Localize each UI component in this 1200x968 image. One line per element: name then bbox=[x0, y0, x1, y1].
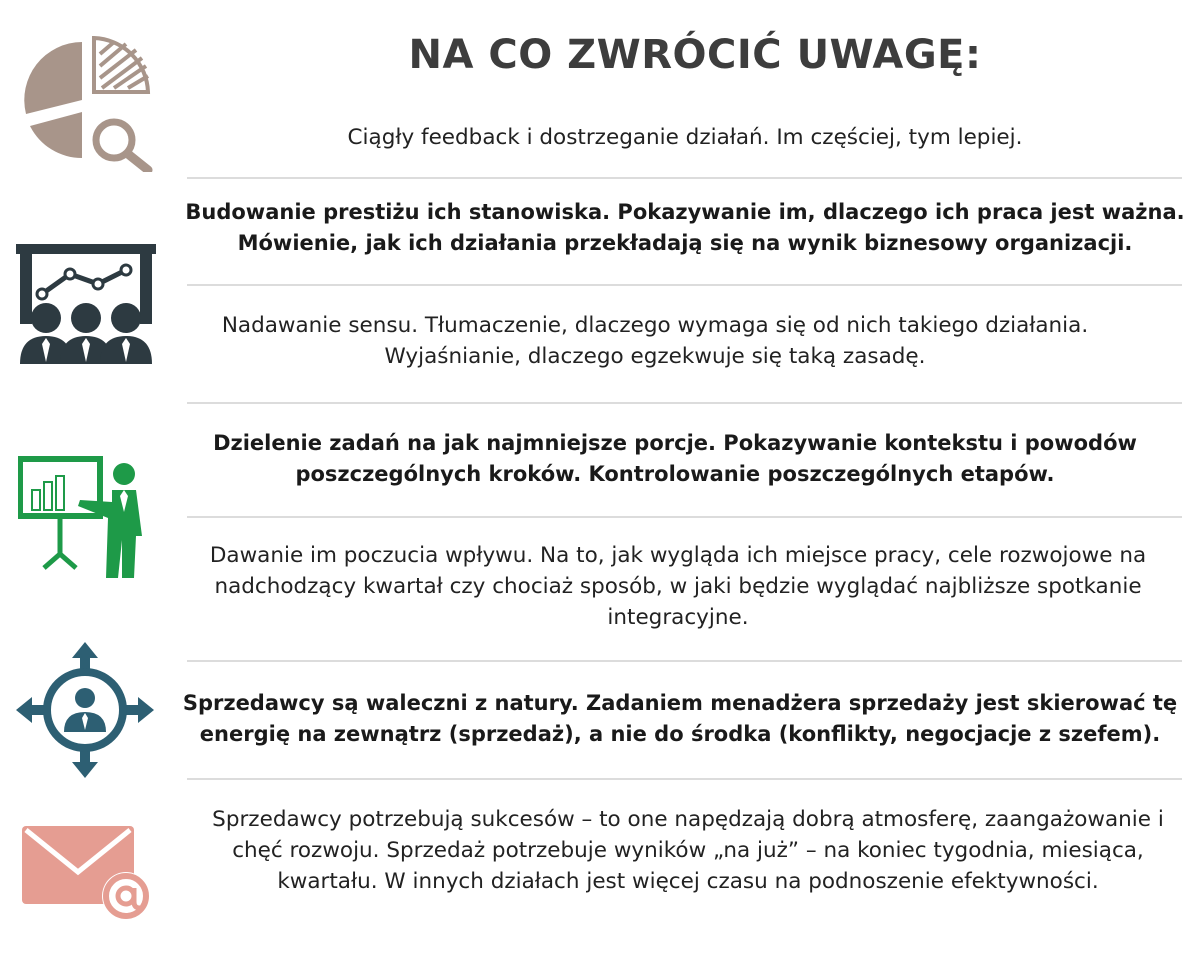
list-item: Sprzedawcy są waleczni z natury. Zadaniem menadżera sprzedaży jest skierować tę energię na zewnątrz (sprzedaż), a nie do środka (konflikty, negocjacje z szefem). bbox=[182, 691, 1178, 746]
list-item: Dzielenie zadań na jak najmniejsze porcje. Pokazywanie kontekstu i powodów poszczególnych kroków. Kontrolowanie poszczególnych etapów. bbox=[213, 431, 1137, 486]
list-item: Nadawanie sensu. Tłumaczenie, dlaczego wymaga się od nich takiego działania. Wyjaśnianie, dlaczego egzekwuje się taką zasadę. bbox=[221, 313, 1089, 369]
divider bbox=[187, 660, 1182, 662]
divider bbox=[187, 778, 1182, 780]
list-item: Sprzedawcy potrzebują sukcesów – to one napędzają dobrą atmosferę, zaangażowanie i chęć rozwoju. Sprzedaż potrzebuje wyników „na już” – na koniec tygodnia, miesiąca, kwartału. W innych działach jest więcej czasu na podnoszenie efektywności. bbox=[212, 807, 1164, 894]
presenter-chart-icon bbox=[18, 456, 148, 580]
divider bbox=[187, 177, 1182, 179]
presentation-audience-icon bbox=[12, 240, 160, 364]
list-item: Dawanie im poczucia wpływu. Na to, jak wygląda ich miejsce pracy, cele rozwojowe na nadchodzący kwartał czy chociaż sposób, w jaki będzie wyglądać najbliższe spotkanie integracyjne. bbox=[209, 543, 1147, 630]
list-item: Ciągły feedback i dostrzeganie działań. Im częściej, tym lepiej. bbox=[347, 125, 1023, 150]
page-title: NA CO ZWRÓCIĆ UWAGĘ: bbox=[408, 32, 982, 78]
divider bbox=[187, 284, 1182, 286]
divider bbox=[187, 402, 1182, 404]
person-arrows-icon bbox=[14, 640, 156, 780]
email-at-icon bbox=[22, 822, 152, 922]
pie-chart-magnifier-icon bbox=[18, 36, 158, 172]
list-item: Budowanie prestiżu ich stanowiska. Pokazywanie im, dlaczego ich praca jest ważna. Mówienie, jak ich działania przekładają się na wynik biznesowy organizacji. bbox=[185, 200, 1185, 255]
divider bbox=[187, 516, 1182, 518]
